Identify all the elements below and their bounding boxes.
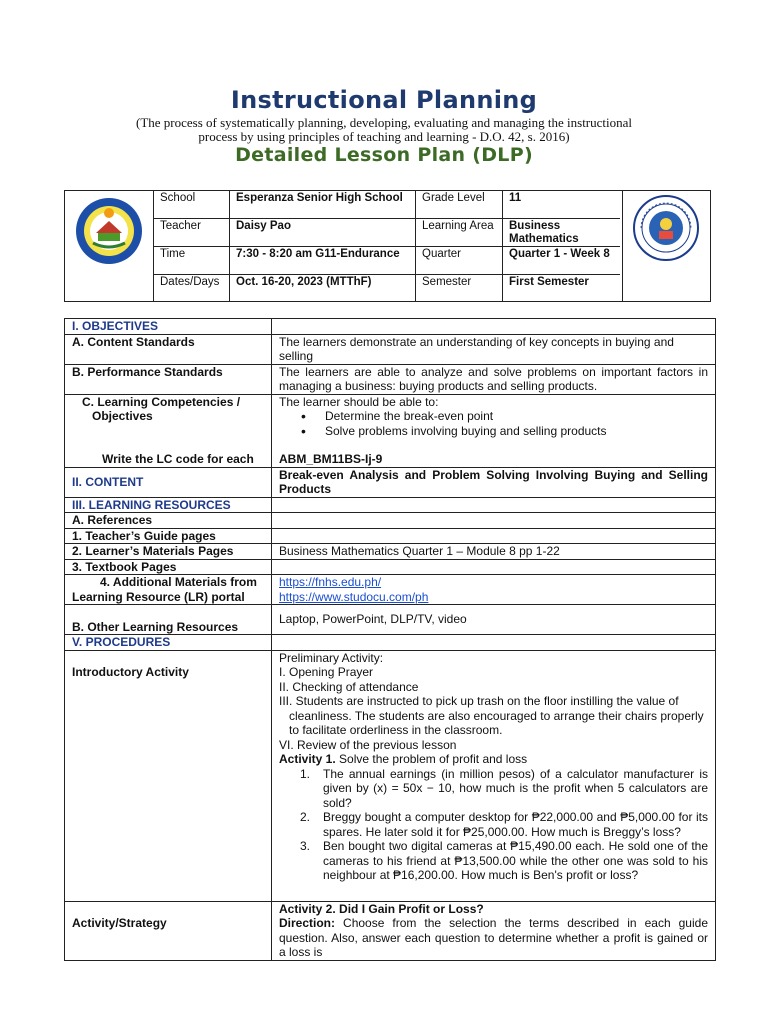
introductory-activity-content: Preliminary Activity: I. Opening Prayer II. Checking of attendance III. Students are instructed to pick up trash on the floor instilling the value of cleanliness. The students are also encouraged to arrange their chairs properly to facilitate orderliness in the classroom. VI. Review of the previous lesson Activity 1. Solve the problem of profit and loss 1. The annual earnings (in million pesos) of a calculator manufacturer is given by (x) = 50x − 10, how much is the profit when 5 calculators are sold? 2. Breggy bought a computer desktop for ₱22,000.00 and ₱5,000.00 for its spares. He later sold it for ₱25,000.00. How much is Breggy’s loss? 3. Ben bought two digital cameras at ₱15,490.00 each. He sold one of the cameras to his friend at ₱13,500.00 while the other one was sold to his neighbour at ₱16,200.00. How much is Ben's profit or loss?	[272, 650, 716, 901]
table-row	[65, 605, 716, 635]
grade-level-value: 11	[503, 191, 620, 219]
page-title: Instructional Planning	[230, 86, 538, 114]
lc-code-value: ABM_BM11BS-Ij-9	[279, 452, 383, 466]
semester-value: First Semester	[509, 276, 589, 288]
competency-list	[279, 409, 708, 438]
dates-label: Dates/Days	[154, 275, 230, 301]
activity-2-heading: Activity 2. Did I Gain Profit or Loss?	[279, 901, 484, 916]
semester-label: Semester	[416, 275, 503, 301]
list-item: • Determine the break-even point	[321, 409, 708, 424]
content-standards-label: A. Content Standards	[65, 334, 272, 364]
link-fnhs[interactable]: https://fnhs.edu.ph/	[279, 575, 382, 589]
performance-standards-label: B. Performance Standards	[65, 364, 272, 394]
lesson-plan-table	[64, 318, 716, 961]
table-row	[65, 334, 716, 364]
link-studocu[interactable]: https://www.studocu.com/ph	[279, 589, 429, 604]
table-row	[65, 497, 716, 513]
dates-value: Oct. 16-20, 2023 (MTThF)	[230, 275, 416, 301]
deped-seal-logo	[621, 191, 710, 301]
other-resources-label: B. Other Learning Resources	[65, 605, 272, 635]
school-logo-cell	[65, 191, 153, 301]
references-label: A. References	[65, 513, 272, 529]
quarter-value: Quarter 1 - Week 8	[503, 247, 620, 275]
dlp-title: Detailed Lesson Plan (DLP)	[235, 144, 533, 166]
procedures-heading: V. PROCEDURES	[65, 635, 272, 651]
learning-competencies-value: The learner should be able to: • Determine the break-even point • Solve problems involving buying and selling products ABM_BM11BS-Ij-9	[272, 394, 716, 467]
table-row	[65, 544, 716, 560]
direction-text: Direction: Choose from the selection the terms described in each guide question. Also, answer each question to determine whether a profit is gained or a loss is	[279, 916, 708, 959]
activity-strategy-content	[272, 901, 716, 960]
table-row	[65, 467, 716, 497]
table-row	[65, 394, 716, 467]
content-value: Break-even Analysis and Problem Solving Involving Buying and Selling Products	[272, 467, 716, 497]
additional-materials-links	[272, 575, 716, 605]
lc-code-label: Write the LC code for each	[102, 451, 254, 466]
table-row	[65, 528, 716, 544]
page-subtitle	[0, 116, 768, 144]
table-row	[65, 513, 716, 529]
table-row	[65, 901, 716, 960]
content-heading: II. CONTENT	[65, 467, 272, 497]
performance-standards-value: The learners are able to analyze and solve problems on important factors in managing a business: buying products and selling products.	[272, 364, 716, 394]
list-item: • Solve problems involving buying and selling products	[321, 424, 708, 439]
school-value: Esperanza Senior High School	[230, 191, 416, 219]
school-label: School	[154, 191, 230, 219]
other-resources-value: Laptop, PowerPoint, DLP/TV, video	[272, 605, 716, 635]
activity-1-list	[279, 767, 708, 883]
table-row	[65, 364, 716, 394]
subtitle-line-2: process by using principles of teaching and learning - D.O. 42, s. 2016)	[198, 129, 570, 144]
activity-1-heading: Activity 1. Solve the problem of profit and loss	[279, 752, 528, 766]
content-standards-value: The learners demonstrate an understanding of key concepts in buying and selling	[272, 334, 716, 364]
learners-materials-label: 2. Learner’s Materials Pages	[65, 544, 272, 560]
list-item: 1. The annual earnings (in million pesos) of a calculator manufacturer is given by (x) = 50x − 10, how much is the profit when 5 calculators are sold?	[300, 766, 708, 810]
teacher-value: Daisy Pao	[230, 219, 416, 247]
activity-strategy-label: Activity/Strategy	[65, 901, 272, 960]
list-item: 3. Ben bought two digital cameras at ₱15,490.00 each. He sold one of the cameras to his friend at ₱13,500.00 while the other one was sold to his neighbour at ₱16,200.00. How much is Ben's profit or loss?	[300, 839, 708, 882]
table-row	[65, 319, 716, 335]
deped-logo-cell	[621, 191, 710, 301]
textbook-pages-label: 3. Textbook Pages	[65, 559, 272, 575]
learning-competencies-label: C. Learning Competencies / Objectives Write the LC code for each	[65, 394, 272, 467]
school-seal-logo	[65, 191, 153, 301]
grade-level-label: Grade Level	[416, 191, 503, 219]
teachers-guide-label: 1. Teacher’s Guide pages	[65, 528, 272, 544]
teacher-label: Teacher	[154, 219, 230, 247]
time-label: Time	[154, 247, 230, 275]
time-value: 7:30 - 8:20 am G11-Endurance	[230, 247, 416, 275]
objectives-heading: I. OBJECTIVES	[65, 319, 272, 335]
additional-materials-label: 4. Additional Materials from Learning Resource (LR) portal	[65, 575, 272, 605]
table-row	[65, 650, 716, 901]
list-item: 2. Breggy bought a computer desktop for ₱22,000.00 and ₱5,000.00 for its spares. He later sold it for ₱25,000.00. How much is Breggy’s loss?	[300, 810, 708, 839]
header-info-grid	[153, 191, 623, 301]
learning-resources-heading: III. LEARNING RESOURCES	[65, 497, 272, 513]
table-row	[65, 635, 716, 651]
subtitle-line-1: (The process of systematically planning, developing, evaluating and managing the instructional	[135, 115, 633, 130]
learning-area-value: Business Mathematics	[503, 219, 620, 247]
introductory-activity-label: Introductory Activity	[65, 650, 272, 901]
table-row	[65, 575, 716, 605]
table-row	[65, 559, 716, 575]
header-info-box	[64, 190, 711, 302]
quarter-label: Quarter	[416, 247, 503, 275]
learners-materials-value: Business Mathematics Quarter 1 – Module 8 pp 1-22	[272, 544, 716, 560]
learning-area-label: Learning Area	[416, 219, 503, 247]
